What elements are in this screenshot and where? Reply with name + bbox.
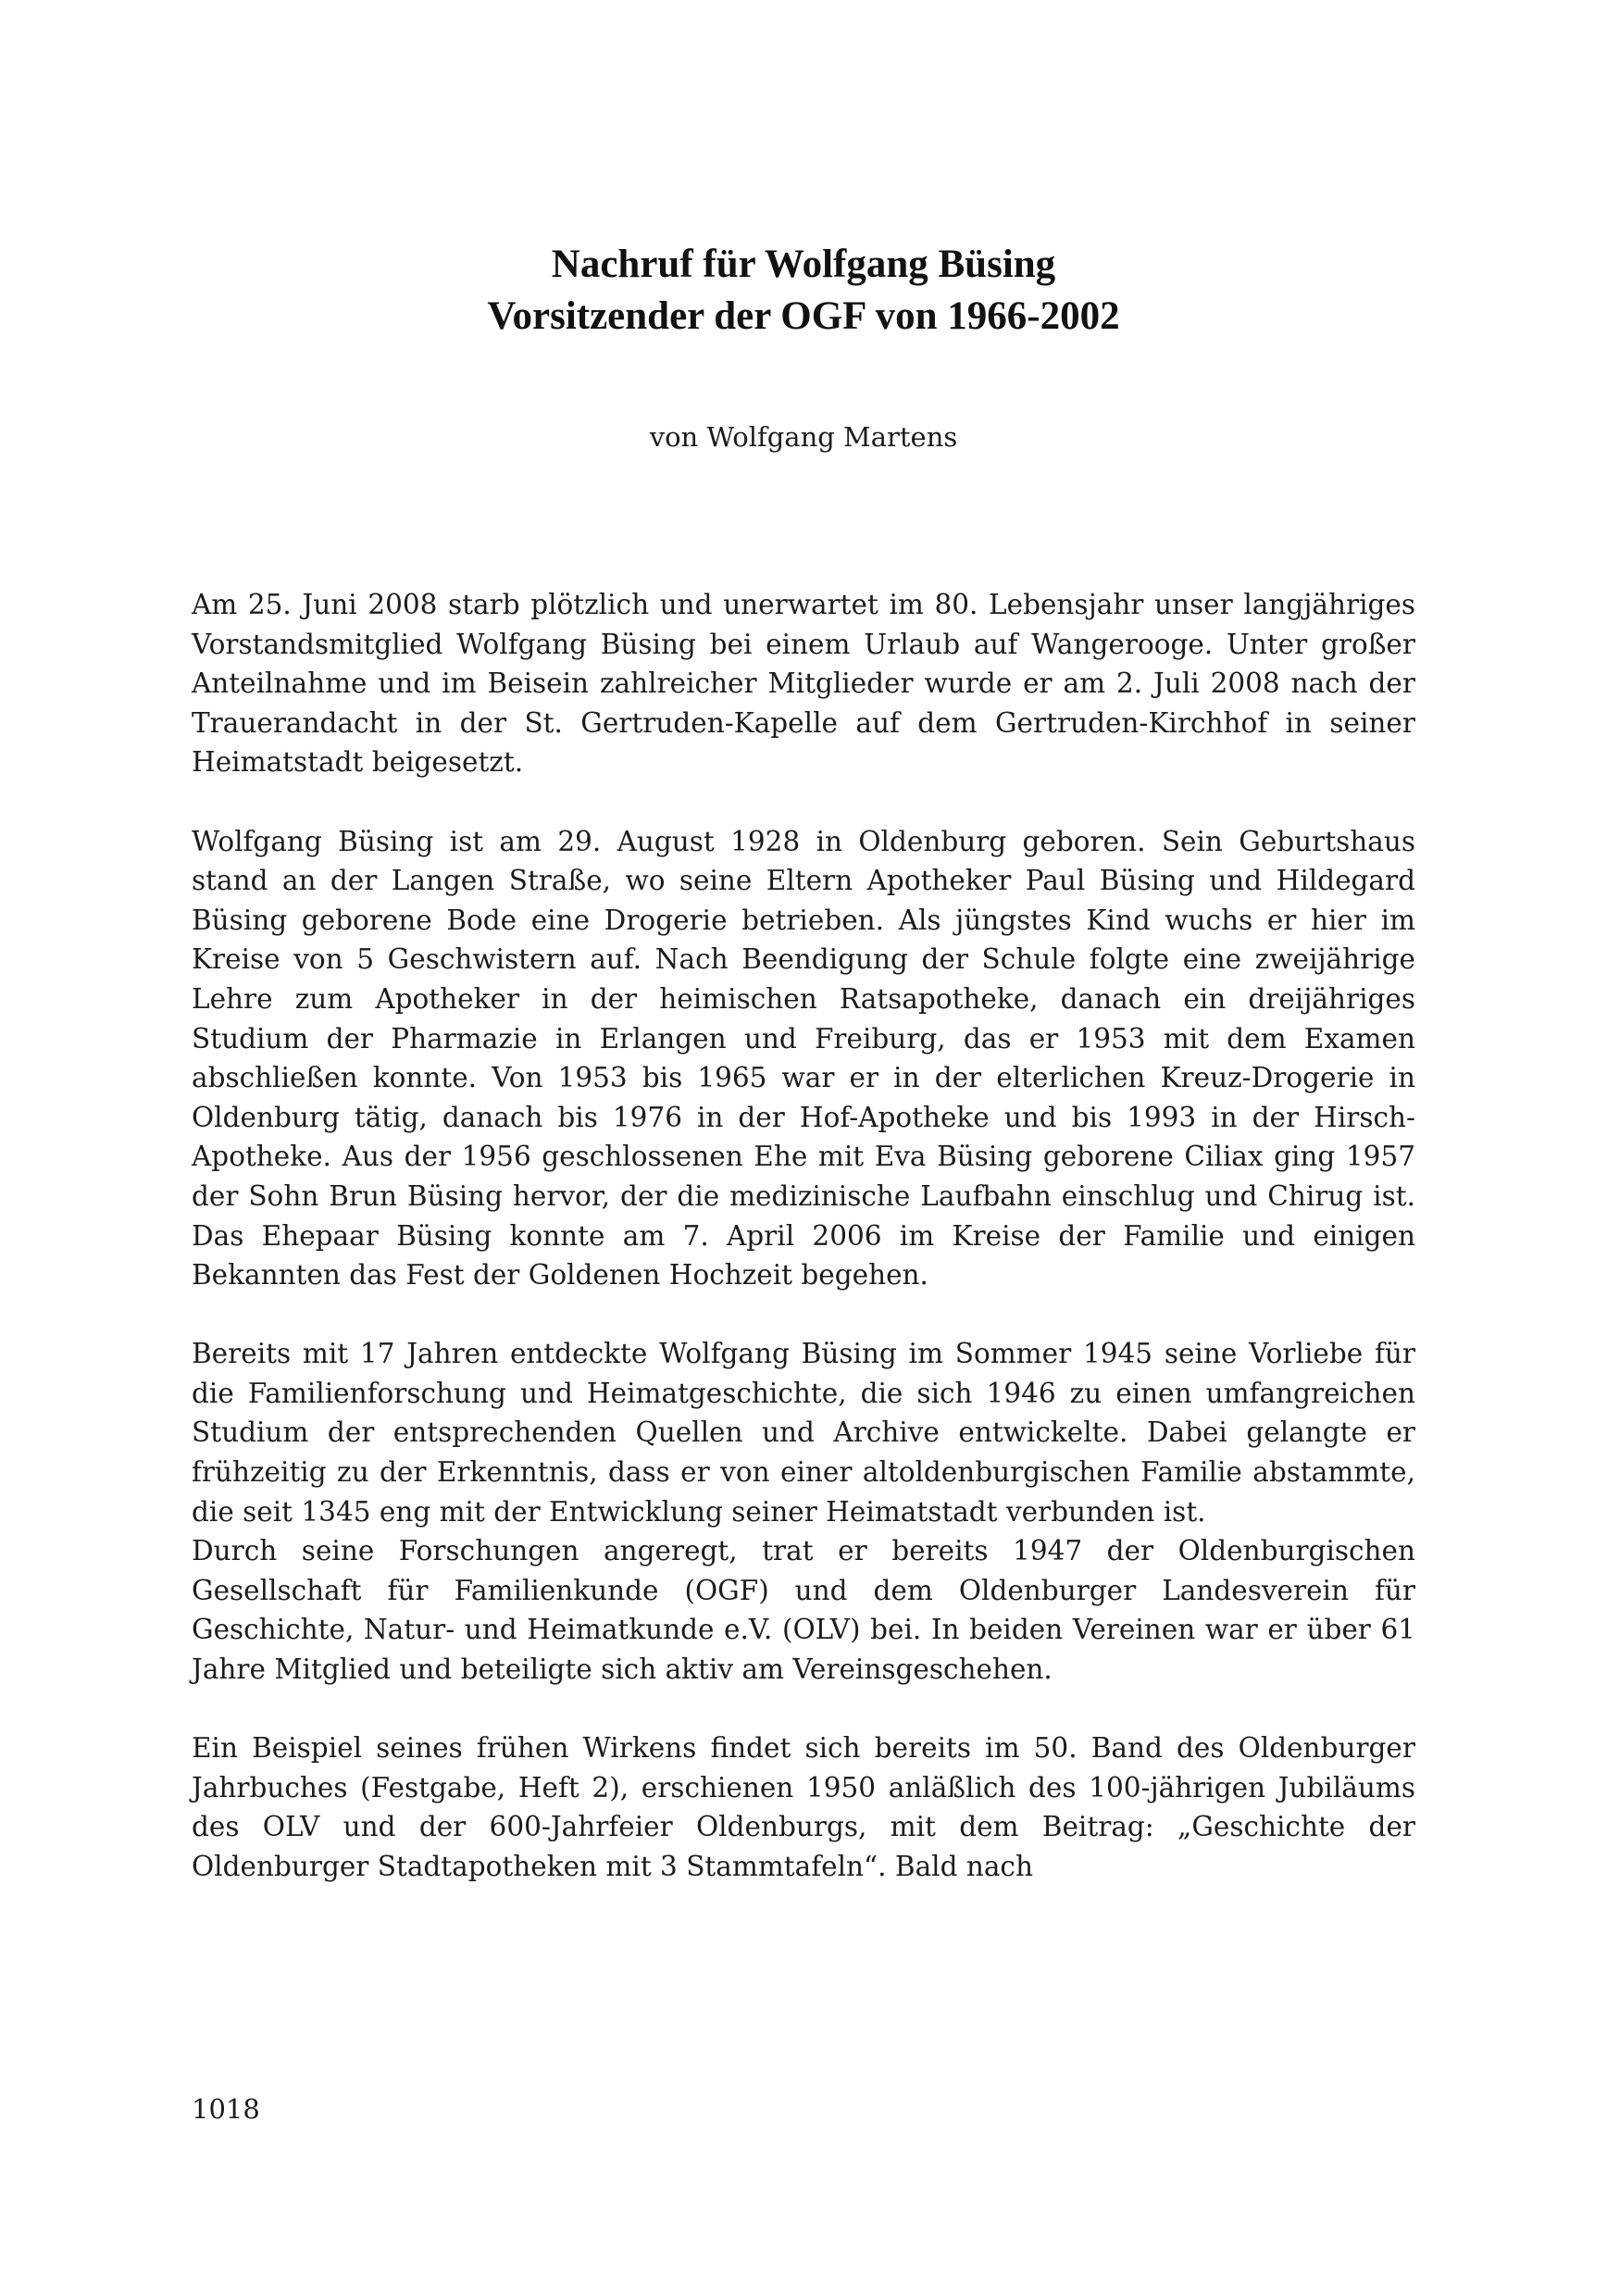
paragraph-5: Ein Beispiel seines frühen Wirkens findet sich bereits im 50. Band des Oldenburger Jahrbuches (Festgabe, Heft 2), erschienen 1950 anläßlich des 100-jährigen Jubiläums des OLV und der 600-Jahrfeier Oldenburgs, mit dem Beitrag: „Geschichte der Oldenburger Stadtapotheken mit 3 Stammtafeln“. Bald nach: [192, 1732, 1415, 1882]
author-byline: von Wolfgang Martens: [649, 421, 958, 453]
paragraph-4: Durch seine Forschungen angeregt, trat er bereits 1947 der Oldenburgischen Gesellschaft für Familienkunde (OGF) und dem Oldenburger Landesverein für Geschichte, Natur- und Heimatkunde e.V. (OLV) bei. In beiden Vereinen war er über 61 Jahre Mitglied und beteiligte sich aktiv am Vereinsgeschehen.: [192, 1535, 1415, 1686]
page-title: [0, 239, 1607, 343]
paragraph-2: Wolfgang Büsing ist am 29. August 1928 in Oldenburg geboren. Sein Geburtshaus stand an der Langen Straße, wo seine Eltern Apotheker Paul Büsing und Hildegard Büsing geborene Bode eine Drogerie betrieben. Als jüngstes Kind wuchs er hier im Kreise von 5 Geschwistern auf. Nach Beendigung der Schule folgte eine zweijährige Lehre zum Apotheker in der heimischen Ratsapotheke, danach ein dreijähriges Studium der Pharmazie in Erlangen und Freiburg, das er 1953 mit dem Examen abschließen konnte. Von 1953 bis 1965 war er in der elterlichen Kreuz-Drogerie in Oldenburg tätig, danach bis 1976 in der Hof-Apotheke und bis 1993 in der Hirsch-Apotheke. Aus der 1956 geschlossenen Ehe mit Eva Büsing geborene Ciliax ging 1957 der Sohn Brun Büsing hervor, der die medizinische Laufbahn einschlug und Chirug ist. Das Ehepaar Büsing konnte am 7. April 2006 im Kreise der Familie und einigen Bekannten das Fest der Goldenen Hochzeit begehen.: [192, 825, 1415, 1292]
paragraph-1: Am 25. Juni 2008 starb plötzlich und unerwartet im 80. Lebensjahr unser langjähriges Vorstandsmitglied Wolfgang Büsing bei einem Urlaub auf Wangerooge. Unter großer Anteilnahme und im Beisein zahlreicher Mitglieder wurde er am 2. Juli 2008 nach der Trauerandacht in der St. Gertruden-Kapelle auf dem Gertruden-Kirchhof in seiner Heimatstadt beigesetzt.: [192, 589, 1415, 779]
title-line-2: Vorsitzender der OGF von 1966-2002: [487, 294, 1120, 338]
title-line-1: Nachruf für Wolfgang Büsing: [551, 243, 1056, 286]
paragraph-3: Bereits mit 17 Jahren entdeckte Wolfgang Büsing im Sommer 1945 seine Vorliebe für die Familienforschung und Heimatgeschichte, die sich 1946 zu einen umfangreichen Studium der entsprechenden Quellen und Archive entwickelte. Dabei gelangte er frühzeitig zu der Erkenntnis, dass er von einer altoldenburgischen Familie abstammte, die seit 1345 eng mit der Entwicklung seiner Heimatstadt verbunden ist.: [192, 1338, 1415, 1528]
article-body: [192, 585, 1415, 1926]
page-number: 1018: [192, 2093, 260, 2125]
